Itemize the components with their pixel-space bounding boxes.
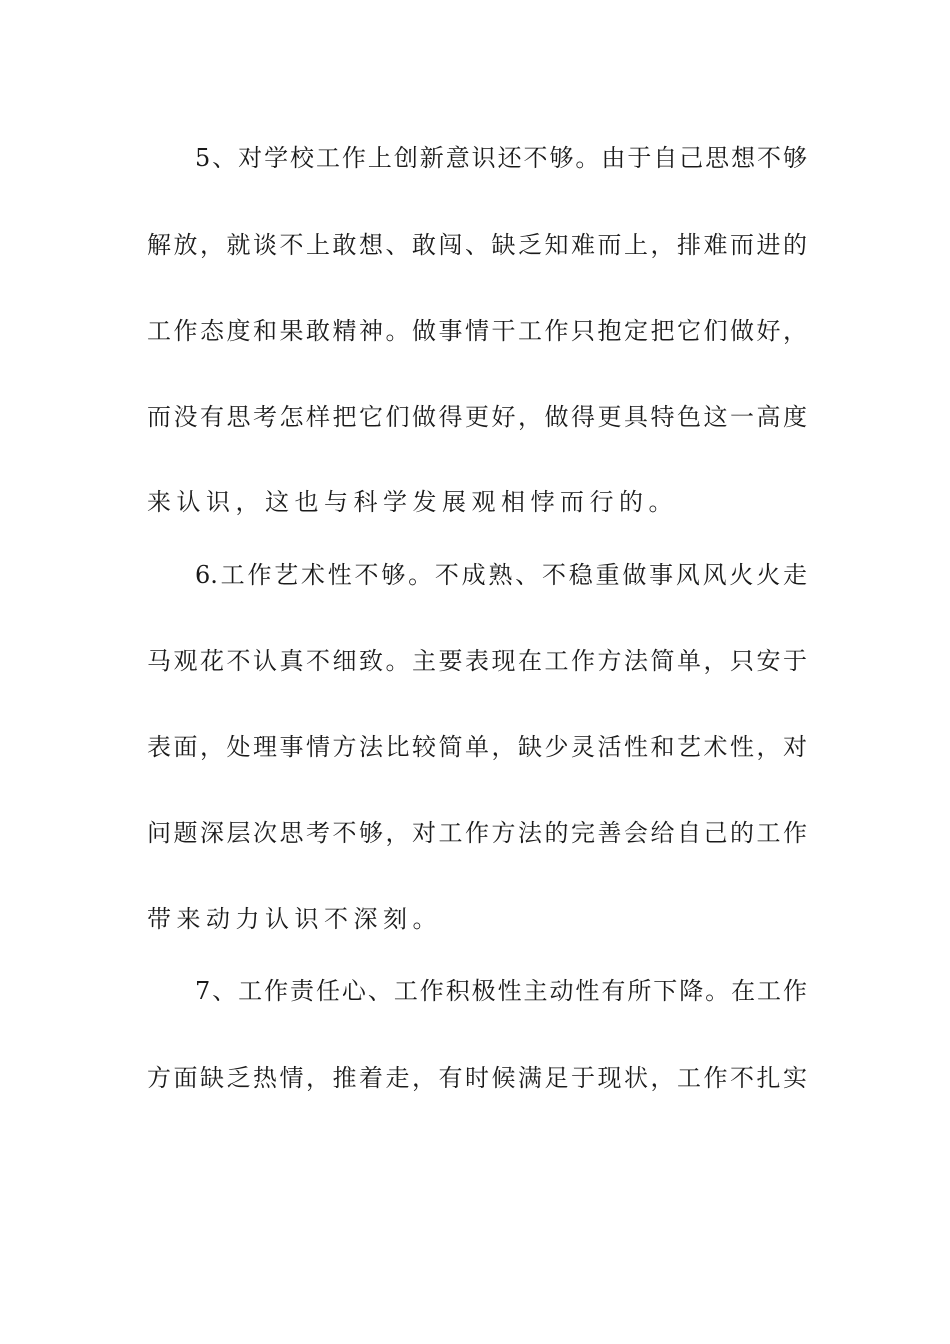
paragraph-5-line-3: 工作态度和果敢精神。做事情干工作只抱定把它们做好， (147, 317, 807, 345)
paragraph-7-line-2: 方面缺乏热情，推着走，有时候满足于现状，工作不扎实 (147, 1064, 807, 1092)
paragraph-7-line-1: 7、工作责任心、工作积极性主动性有所下降。在工作 (195, 977, 807, 1005)
paragraph-6-line-5: 带来动力认识不深刻。 (147, 905, 442, 933)
paragraph-5-line-2: 解放，就谈不上敢想、敢闯、缺乏知难而上，排难而进的 (147, 231, 807, 259)
paragraph-5-line-1: 5、对学校工作上创新意识还不够。由于自己思想不够 (195, 144, 807, 172)
paragraph-6-line-1: 6.工作艺术性不够。不成熟、不稳重做事风风火火走 (195, 561, 807, 589)
paragraph-5-line-4: 而没有思考怎样把它们做得更好，做得更具特色这一高度 (147, 403, 807, 431)
paragraph-6-line-4: 问题深层次思考不够，对工作方法的完善会给自己的工作 (147, 819, 807, 847)
paragraph-6-line-3: 表面，处理事情方法比较简单，缺少灵活性和艺术性，对 (147, 733, 807, 761)
paragraph-6-line-2: 马观花不认真不细致。主要表现在工作方法简单，只安于 (147, 647, 807, 675)
paragraph-5-line-5: 来认识，这也与科学发展观相悖而行的。 (147, 488, 678, 516)
